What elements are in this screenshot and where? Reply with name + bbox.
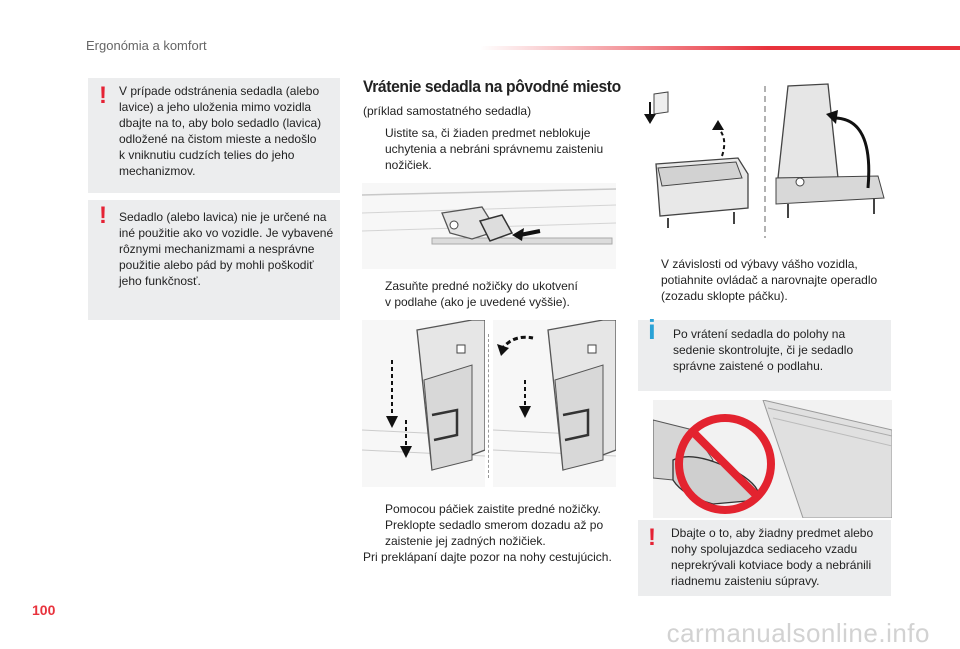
step-2-text: Zasuňte predné nožičky do ukotvení v podlahe (ako je uvedené vyššie). (385, 279, 578, 309)
page-heading: Vrátenie sedadla na pôvodné miesto (363, 77, 621, 96)
page-number: 100 (32, 602, 56, 618)
step-4-text: Preklopte sedadlo smerom dozadu až po zaistenie jej zadných nožičiek. (385, 518, 604, 548)
figure-seat-feet-anchor (362, 183, 616, 269)
info-text: Po vrátení sedadla do polohy na sedenie skontrolujte, či je sedadlo správne zaistené o podlahu. (673, 327, 854, 373)
figure-seat-tilt-back (493, 320, 616, 487)
info-box (638, 314, 891, 391)
step-3-text: Pomocou páčiek zaistite predné nožičky. (385, 502, 601, 516)
header-accent-line (480, 46, 960, 50)
warning-text-3: Dbajte o to, aby žiadny predmet alebo nohy spolujazdca sediaceho vzadu neprekrývali kotviace body a nebránili riadnemu zaisteniu súpravy. (671, 526, 874, 588)
figure-divider (488, 334, 489, 478)
watermark: carmanualsonline.info (666, 618, 930, 648)
warning-box-3 (638, 520, 891, 596)
figure-seat-tilt-forward (362, 320, 485, 487)
info-icon: i (648, 314, 656, 345)
warning-box-1 (88, 78, 340, 193)
step-1-text: Uistite sa, či žiaden predmet neblokuje uchytenia a nebráni správnemu zaisteniu nožičiek. (385, 126, 604, 172)
warning-text-1: V prípade odstránenia sedadla (alebo lavice) a jeho uloženia mimo vozidla dbajte na to, aby bolo sedadlo (lavica) odložené na čistom mieste a nedošlo k vniknutiu cudzích telies do jeho mechanizmov. (119, 84, 322, 178)
subheading: (príklad samostatného sedadla) (363, 104, 532, 118)
step-5-text: V závislosti od výbavy vášho vozidla, potiahnite ovládač a narovnajte operadlo (zozadu sklopte páčku). (661, 257, 878, 303)
figure-backrest-raise (638, 78, 892, 246)
warning-icon: ! (99, 202, 107, 229)
warning-icon: ! (99, 82, 107, 109)
warning-icon: ! (648, 524, 656, 551)
caution-note: Pri preklápaní dajte pozor na nohy cestujúcich. (363, 550, 612, 564)
warning-box-2 (88, 200, 340, 320)
warning-text-2: Sedadlo (alebo lavica) nie je určené na iné použitie ako vo vozidle. Je vybavené rôznymi mechanizmami a nesprávne použitie alebo pád by mohli poškodiť jeho funkčnosť. (119, 210, 334, 288)
section-title: Ergonómia a komfort (86, 38, 207, 53)
figure-feet-forbidden (653, 400, 892, 518)
